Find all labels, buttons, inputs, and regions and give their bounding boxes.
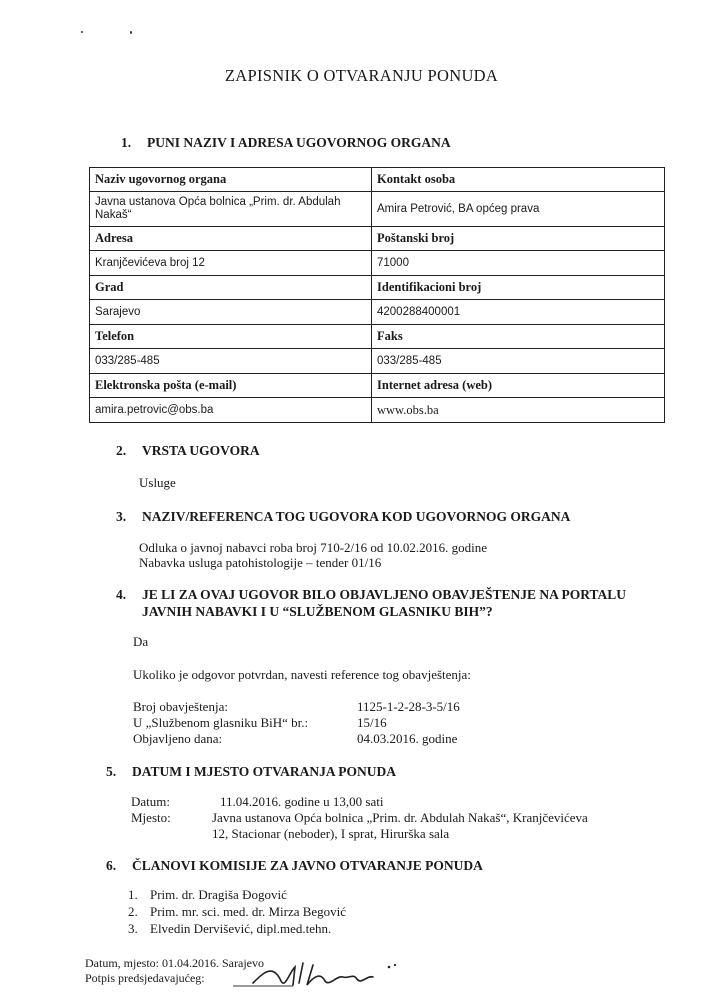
table-cell: 033/285-485: [372, 349, 665, 374]
table-row: [90, 374, 665, 398]
signature-label: Potpis predsjedavajućeg:: [85, 971, 205, 985]
list-item: [128, 904, 346, 920]
table-row: [90, 398, 665, 423]
table-row: [90, 168, 665, 192]
member-name: Prim. dr. Dragiša Đogović: [150, 887, 287, 902]
section-title: PUNI NAZIV I ADRESA UGOVORNOG ORGANA: [147, 135, 451, 150]
table-row: [90, 325, 665, 349]
table-cell: [90, 192, 372, 227]
opening-date-value: 11.04.2016. godine u 13,00 sati: [220, 794, 384, 809]
gazette-number-label: U „Službenom glasniku BiH“ br.:: [133, 715, 309, 730]
table-cell: 033/285-485: [90, 349, 372, 374]
table-row: [90, 227, 665, 251]
list-number: 1.: [128, 887, 138, 902]
section-number: 2.: [116, 443, 127, 458]
table-row: [90, 349, 665, 374]
member-name: Elvedin Dervišević, dipl.med.tehn.: [150, 921, 332, 936]
section-number: 3.: [116, 509, 127, 524]
table-cell: amira.petrovic@obs.ba: [90, 398, 372, 423]
scan-speck: [81, 31, 83, 33]
notice-number-label: Broj obavještenja:: [133, 699, 228, 714]
document-title: ZAPISNIK O OTVARANJU PONUDA: [224, 66, 499, 85]
reference-line-2: Nabavka usluga patohistologije – tender 01/16: [139, 555, 382, 570]
table-row: [90, 300, 665, 325]
member-name: Prim. mr. sci. med. dr. Mirza Begović: [150, 904, 347, 919]
list-item: [128, 921, 331, 937]
table-cell: Internet adresa (web): [372, 374, 665, 398]
section-5-heading: [106, 764, 396, 780]
section-title: VRSTA UGOVORA: [142, 443, 260, 458]
list-item: [128, 887, 287, 903]
section-6-heading: [106, 858, 483, 874]
table-cell: Sarajevo: [90, 300, 372, 325]
section-1-heading: [121, 135, 451, 151]
table-cell: Grad: [90, 276, 372, 300]
section-number: 5.: [106, 764, 117, 779]
list-number: 3.: [128, 921, 138, 936]
opening-place-label: Mjesto:: [131, 810, 171, 825]
reference-line-1: Odluka o javnoj nabavci roba broj 710-2/16 od 10.02.2016. godine: [139, 540, 488, 555]
table-cell: Kontakt osoba: [372, 168, 665, 192]
section-4-heading-cont: JAVNIH NABAVKI I U “SLUŽBENOM GLASNIKU BIH”?: [142, 604, 493, 619]
opening-place-line-1: Javna ustanova Opća bolnica „Prim. dr. Abdulah Nakaš“, Kranjčevićeva: [212, 810, 588, 825]
section-3-heading: [116, 509, 570, 525]
table-cell: Faks: [372, 325, 665, 349]
list-number: 2.: [128, 904, 138, 919]
handwritten-signature: [233, 953, 413, 993]
contract-type-value: Usluge: [139, 475, 176, 490]
cell-line: Javna ustanova Opća bolnica „Prim. dr. Abdulah: [95, 196, 341, 208]
table-cell: 4200288400001: [372, 300, 665, 325]
section-title: JE LI ZA OVAJ UGOVOR BILO OBJAVLJENO OBAVJEŠTENJE NA PORTALU: [142, 587, 626, 602]
table-cell: Adresa: [90, 227, 372, 251]
table-row: [90, 276, 665, 300]
section-2-heading: [116, 443, 260, 459]
section-4-heading: [116, 587, 626, 603]
publish-date-value: 04.03.2016. godine: [357, 731, 458, 746]
notice-number-value: 1125-1-2-28-3-5/16: [357, 699, 460, 714]
publication-intro: Ukoliko je odgovor potvrdan, navesti reference tog obavještenja:: [133, 667, 471, 682]
cell-line: Nakaš“: [95, 209, 132, 221]
gazette-number-value: 15/16: [357, 715, 387, 730]
contracting-authority-table: [89, 167, 665, 423]
opening-date-label: Datum:: [131, 794, 170, 809]
table-cell: Elektronska pošta (e-mail): [90, 374, 372, 398]
table-cell: Identifikacioni broj: [372, 276, 665, 300]
publication-answer: Da: [133, 634, 149, 649]
table-cell: 71000: [372, 251, 665, 276]
section-number: 1.: [121, 135, 132, 150]
section-number: 4.: [116, 587, 127, 602]
publish-date-label: Objavljeno dana:: [133, 731, 223, 746]
table-cell: Amira Petrović, BA općeg prava: [372, 192, 665, 227]
table-row: [90, 192, 665, 227]
section-title: NAZIV/REFERENCA TOG UGOVORA KOD UGOVORNOG ORGANA: [142, 509, 571, 524]
table-cell: www.obs.ba: [372, 398, 665, 423]
scan-speck: [130, 31, 132, 34]
table-cell: Poštanski broj: [372, 227, 665, 251]
section-title: DATUM I MJESTO OTVARANJA PONUDA: [132, 764, 397, 779]
table-cell: Naziv ugovornog organa: [90, 168, 372, 192]
table-cell: Kranjčevićeva broj 12: [90, 251, 372, 276]
table-cell: Telefon: [90, 325, 372, 349]
table-row: [90, 251, 665, 276]
section-number: 6.: [106, 858, 117, 873]
section-title: ČLANOVI KOMISIJE ZA JAVNO OTVARANJE PONUDA: [132, 858, 483, 873]
footer-date-place: Datum, mjesto: 01.04.2016. Sarajevo: [85, 956, 264, 970]
opening-place-line-2: 12, Stacionar (neboder), I sprat, Hirurška sala: [212, 826, 450, 841]
